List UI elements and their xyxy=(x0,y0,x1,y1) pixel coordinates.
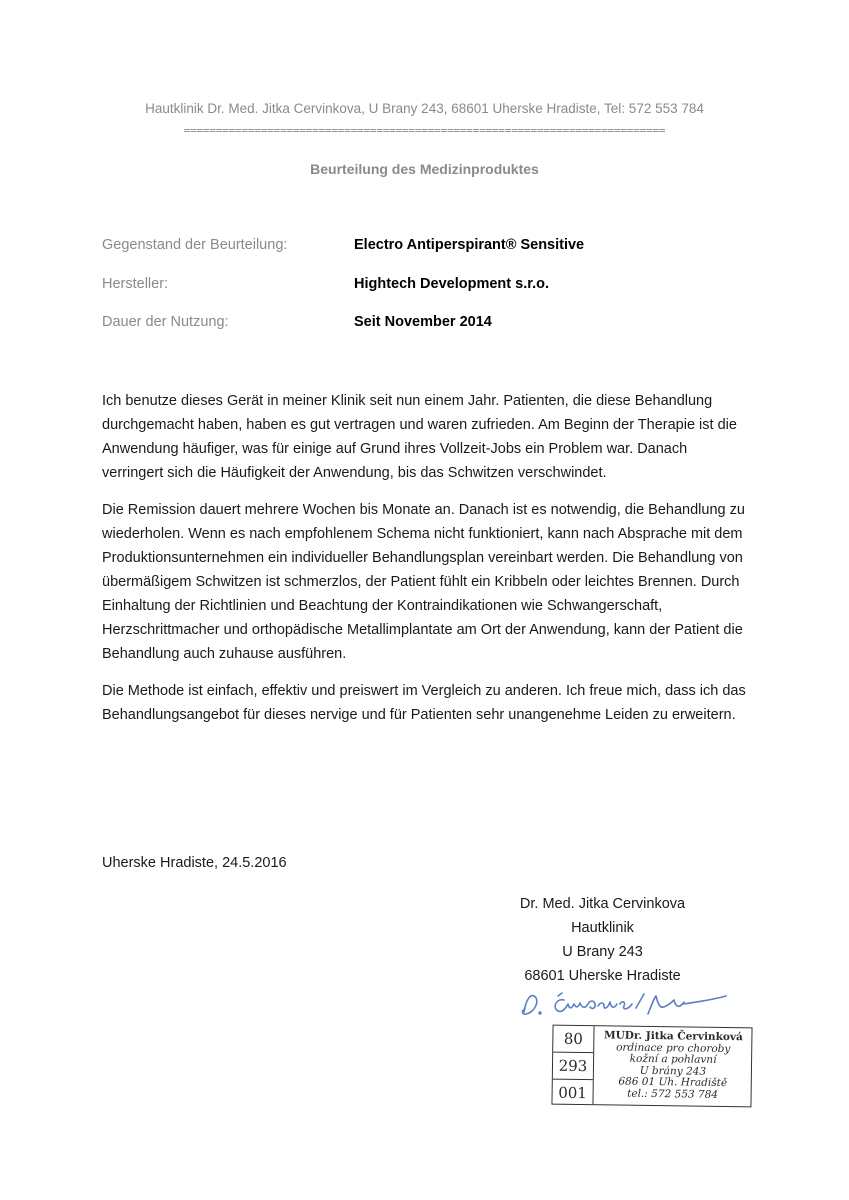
paragraph: Die Methode ist einfach, effektiv und preiswert im Vergleich zu anderen. Ich freue mich, dass ich das Behandlungsangebot für dieses nervige und für Patienten sehr unangenehme Leiden zu erweitern. xyxy=(102,683,746,723)
detail-label: Gegenstand der Beurteilung: xyxy=(102,237,288,253)
detail-row-duration xyxy=(102,314,752,353)
stamp-line: kožní a pohlavní xyxy=(629,1052,717,1066)
detail-value: Seit November 2014 xyxy=(354,314,492,330)
stamp-number: 293 xyxy=(553,1053,593,1081)
stamp-line: tel.: 572 553 784 xyxy=(627,1087,719,1101)
detail-label: Dauer der Nutzung: xyxy=(102,314,229,330)
detail-value: Electro Antiperspirant® Sensitive xyxy=(354,237,585,253)
signer-street: U Brany 243 xyxy=(562,944,643,960)
assessment-body xyxy=(102,389,752,740)
place-and-date: Uherske Hradiste, 24.5.2016 xyxy=(102,855,287,871)
stamp-line: MUDr. Jitka Červinková xyxy=(603,1029,743,1044)
paragraph: Die Remission dauert mehrere Wochen bis Monate an. Danach ist es notwendig, die Behandlung zu wiederholen. Wenn es nach empfohlenem Schema nicht funktioniert, kann nach Absprache mit dem Produktionsunternehmen ein individueller Behandlungsplan vereinbart werden. Die Behandlung von übermäßigem Schwitzen ist schmerzlos, der Patient fühlt ein Kribbeln oder leichtes Brennen. Durch Einhaltung der Richtlinien und Beachtung der Kontraindikationen wie Schwangerschaft, Herzschrittmacher und orthopädische Metallimplantate am Ort der Anwendung, kann der Patient die Behandlung auch zuhause ausführen. xyxy=(102,502,745,662)
detail-label: Hersteller: xyxy=(102,275,169,292)
signer-name: Dr. Med. Jitka Cervinkova xyxy=(519,896,686,912)
stamp-line: 686 01 Uh. Hradiště xyxy=(618,1075,728,1090)
assessment-details xyxy=(102,237,752,353)
document-title: Beurteilung des Medizinproduktes xyxy=(310,161,539,177)
stamp-text xyxy=(595,1030,752,1101)
handwritten-signature xyxy=(516,986,731,1026)
header-divider: =========================================================================== xyxy=(183,124,666,137)
signer-city: 68601 Uherske Hradiste xyxy=(524,968,681,984)
signature-block xyxy=(500,892,705,988)
letterhead: Hautklinik Dr. Med. Jitka Cervinkova, U Brany 243, 68601 Uherske Hradiste, Tel: 572 553 784 xyxy=(145,101,704,116)
paragraph: Ich benutze dieses Gerät in meiner Klinik seit nun einem Jahr. Patienten, die diese Behandlung durchgemacht haben, haben es gut vertragen und waren zufrieden. Am Beginn der Therapie ist die Anwendung häufiger, was für einige auf Grund ihres Vollzeit-Jobs ein Problem war. Danach verringert sich die Häufigkeit der Anwendung, bis das Schwitzen verschwindet. xyxy=(102,393,737,481)
detail-row-manufacturer xyxy=(102,276,752,315)
stamp-line: U brány 243 xyxy=(639,1064,707,1078)
clinic-stamp xyxy=(551,1025,752,1108)
stamp-number-column xyxy=(552,1026,594,1105)
detail-row-subject xyxy=(102,237,752,276)
stamp-number: 80 xyxy=(553,1026,593,1054)
stamp-number: 001 xyxy=(558,1083,588,1103)
detail-value: Hightech Development s.r.o. xyxy=(354,275,549,292)
signer-clinic: Hautklinik xyxy=(571,920,634,936)
stamp-line: ordinace pro choroby xyxy=(616,1040,731,1055)
